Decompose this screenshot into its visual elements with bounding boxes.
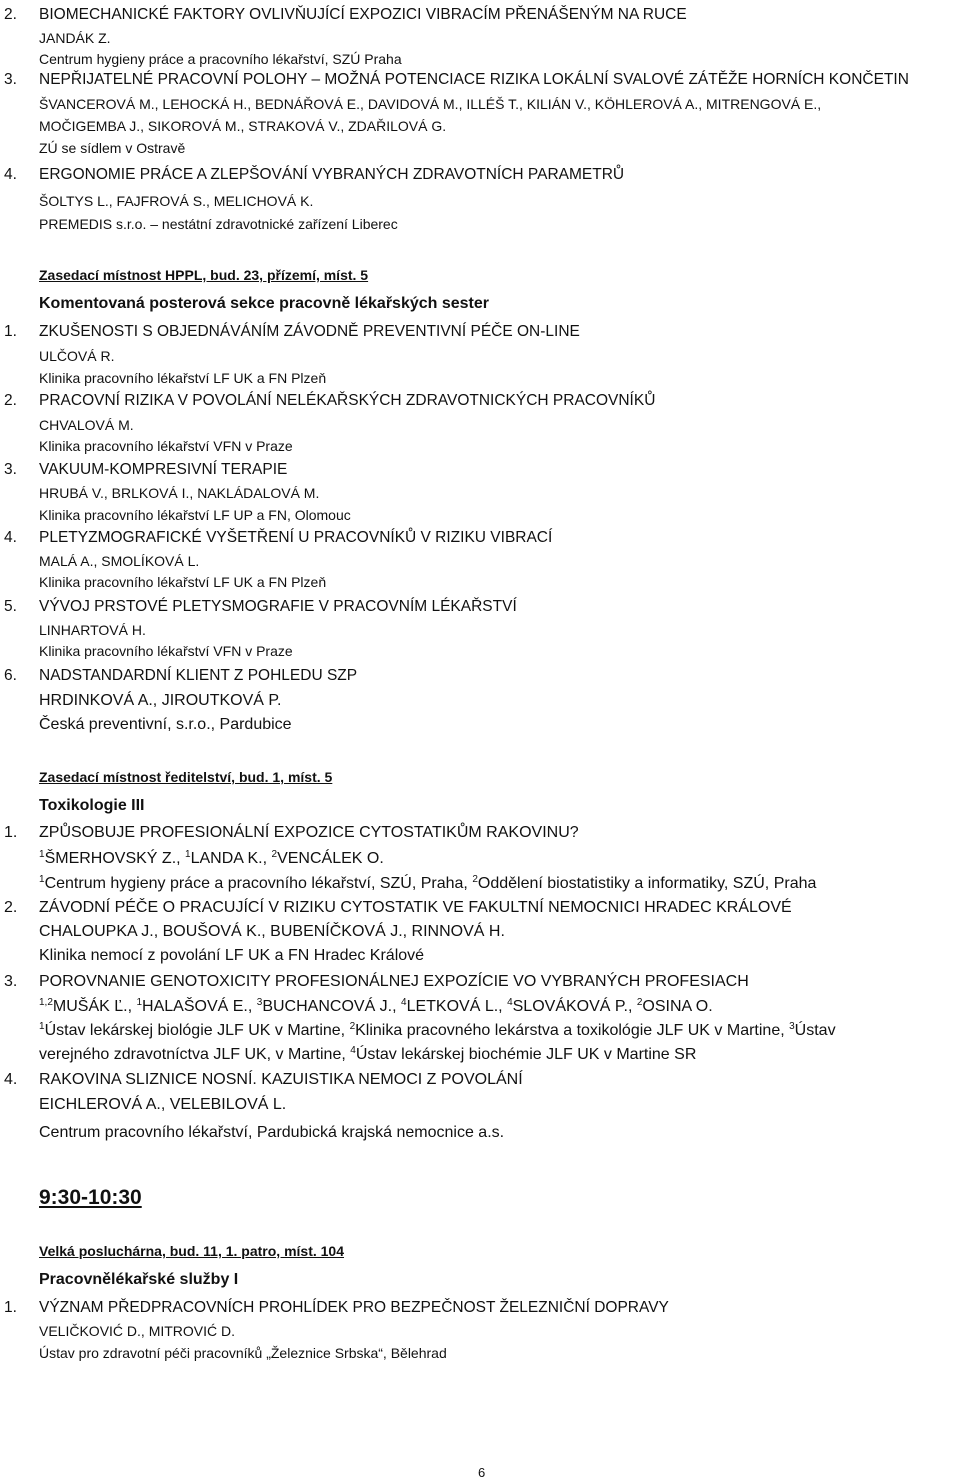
item-authors: CHVALOVÁ M. [39, 417, 134, 433]
item-institution: Klinika pracovního lékařství LF UK a FN Plzeň [39, 574, 327, 590]
page-number: 6 [478, 1465, 486, 1480]
item-authors: ŠVANCEROVÁ M., LEHOCKÁ H., BEDNÁŘOVÁ E., DAVIDOVÁ M., ILLÉŠ T., KILIÁN V., KÖHLEROVÁ A., MITRENGOVÁ E., [39, 96, 822, 112]
item-authors: JANDÁK Z. [39, 30, 111, 46]
item-number: 3. [4, 461, 17, 478]
item-authors: EICHLEROVÁ A., VELEBILOVÁ L. [39, 1096, 287, 1113]
item-title: POROVNANIE GENOTOXICITY PROFESIONÁLNEJ EXPOZÍCIE VO VYBRANÝCH PROFESIACH [39, 973, 749, 990]
section-heading: Komentovaná posterová sekce pracovně lékařských sester [39, 295, 490, 312]
item-title: RAKOVINA SLIZNICE NOSNÍ. KAZUISTIKA NEMOCI Z POVOLÁNÍ [39, 1071, 523, 1088]
item-institution: Centrum hygieny práce a pracovního lékařství, SZÚ Praha [39, 51, 402, 67]
item-institution: $^1$Ústav lekárskej biológie JLF UK v Martine, $^2$Klinika pracovného lekárstva a toxikológie JLF UK v Martine, $^3$Ústav [39, 1021, 836, 1039]
item-authors: MOČIGEMBA J., SIKOROVÁ M., STRAKOVÁ V., ZDAŘILOVÁ G. [39, 118, 447, 134]
item-number: 2. [4, 6, 17, 23]
item-authors: $^1$ŠMERHOVSKÝ Z., $^1$LANDA K., $^2$VENCÁLEK O. [39, 849, 384, 867]
item-authors: ULČOVÁ R. [39, 348, 115, 364]
item-authors: CHALOUPKA J., BOUŠOVÁ K., BUBENÍČKOVÁ J., RINNOVÁ H. [39, 923, 505, 940]
room-heading: Zasedací místnost ředitelství, bud. 1, míst. 5 [39, 769, 333, 785]
item-title: ERGONOMIE PRÁCE A ZLEPŠOVÁNÍ VYBRANÝCH ZDRAVOTNÍCH PARAMETRŮ [39, 166, 625, 183]
item-title: PLETYZMOGRAFICKÉ VYŠETŘENÍ U PRACOVNÍKŮ V RIZIKU VIBRACÍ [39, 529, 553, 546]
item-number: 4. [4, 1071, 18, 1088]
item-number: 3. [4, 71, 17, 88]
item-title: VÝVOJ PRSTOVÉ PLETYSMOGRAFIE V PRACOVNÍM LÉKAŘSTVÍ [39, 598, 517, 615]
item-authors: LINHARTOVÁ H. [39, 622, 146, 638]
item-institution: $^1$Centrum hygieny práce a pracovního lékařství, SZÚ, Praha, $^2$Oddělení biostatistiky a informatiky, SZÚ, Praha [39, 874, 817, 892]
item-title: ZÁVODNÍ PÉČE O PRACUJÍCÍ V RIZIKU CYTOSTATIK VE FAKULTNÍ NEMOCNICI HRADEC KRÁLOVÉ [39, 899, 792, 916]
item-number: 5. [4, 598, 17, 615]
item-number: 6. [4, 667, 17, 684]
item-number: 1. [4, 1299, 17, 1316]
item-title: NEPŘIJATELNÉ PRACOVNÍ POLOHY – MOŽNÁ POTENCIACE RIZIKA LOKÁLNÍ SVALOVÉ ZÁTĚŽE HORNÍCH KONČETIN [39, 71, 909, 88]
item-authors: MALÁ A., SMOLÍKOVÁ L. [39, 553, 200, 569]
item-institution: Klinika pracovního lékařství LF UK a FN Plzeň [39, 370, 327, 386]
item-number: 2. [4, 392, 17, 409]
item-title: VÝZNAM PŘEDPRACOVNÍCH PROHLÍDEK PRO BEZPEČNOST ŽELEZNIČNÍ DOPRAVY [39, 1299, 669, 1316]
item-title: VAKUUM-KOMPRESIVNÍ TERAPIE [39, 461, 288, 478]
item-authors: HRDINKOVÁ A., JIROUTKOVÁ P. [39, 692, 282, 709]
item-authors: $^{1,2}$MUŠÁK Ľ., $^1$HALAŠOVÁ E., $^3$BUCHANCOVÁ J., $^4$LETKOVÁ L., $^4$SLOVÁKOVÁ P., $^2$OSINA O. [39, 997, 713, 1015]
item-title: ZKUŠENOSTI S OBJEDNÁVÁNÍM ZÁVODNĚ PREVENTIVNÍ PÉČE ON-LINE [39, 323, 580, 340]
item-number: 3. [4, 973, 18, 990]
item-institution: ZÚ se sídlem v Ostravě [39, 140, 186, 156]
item-title: BIOMECHANICKÉ FAKTORY OVLIVŇUJÍCÍ EXPOZICI VIBRACÍM PŘENÁŠENÝM NA RUCE [39, 6, 687, 23]
item-title: NADSTANDARDNÍ KLIENT Z POHLEDU SZP [39, 667, 358, 684]
item-title: ZPŮSOBUJE PROFESIONÁLNÍ EXPOZICE CYTOSTATIKŮM RAKOVINU? [39, 824, 579, 841]
room-heading: Zasedací místnost HPPL, bud. 23, přízemí, míst. 5 [39, 267, 369, 283]
item-institution: Česká preventivní, s.r.o., Pardubice [39, 716, 292, 733]
item-institution: PREMEDIS s.r.o. – nestátní zdravotnické zařízení Liberec [39, 216, 398, 232]
item-institution: Klinika pracovního lékařství LF UP a FN, Olomouc [39, 507, 351, 523]
item-number: 1. [4, 824, 18, 841]
item-institution: Klinika pracovního lékařství VFN v Praze [39, 643, 293, 659]
item-number: 2. [4, 899, 18, 916]
item-authors: ŠOLTYS L., FAJFROVÁ S., MELICHOVÁ K. [39, 193, 314, 209]
item-institution: Klinika nemocí z povolání LF UK a FN Hradec Králové [39, 947, 425, 964]
item-number: 4. [4, 529, 17, 546]
section-heading: Pracovnělékařské služby I [39, 1271, 239, 1288]
section-heading: Toxikologie III [39, 797, 145, 814]
session-time: 9:30-10:30 [39, 1186, 142, 1209]
item-number: 1. [4, 323, 17, 340]
room-heading: Velká posluchárna, bud. 11, 1. patro, míst. 104 [39, 1243, 345, 1259]
item-number: 4. [4, 166, 17, 183]
item-title: PRACOVNÍ RIZIKA V POVOLÁNÍ NELÉKAŘSKÝCH ZDRAVOTNICKÝCH PRACOVNÍKŮ [39, 392, 656, 409]
item-authors: VELIČKOVIĆ D., MITROVIĆ D. [39, 1323, 236, 1339]
item-authors: HRUBÁ V., BRLKOVÁ I., NAKLÁDALOVÁ M. [39, 485, 320, 501]
item-institution: verejného zdravotníctva JLF UK, v Martine, $^4$Ústav lekárskej biochémie JLF UK v Martine SR [39, 1045, 697, 1063]
item-institution: Klinika pracovního lékařství VFN v Praze [39, 438, 293, 454]
item-institution: Ústav pro zdravotní péči pracovníků „Železnice Srbska“, Bělehrad [39, 1345, 447, 1361]
item-institution: Centrum pracovního lékařství, Pardubická krajská nemocnice a.s. [39, 1124, 505, 1141]
